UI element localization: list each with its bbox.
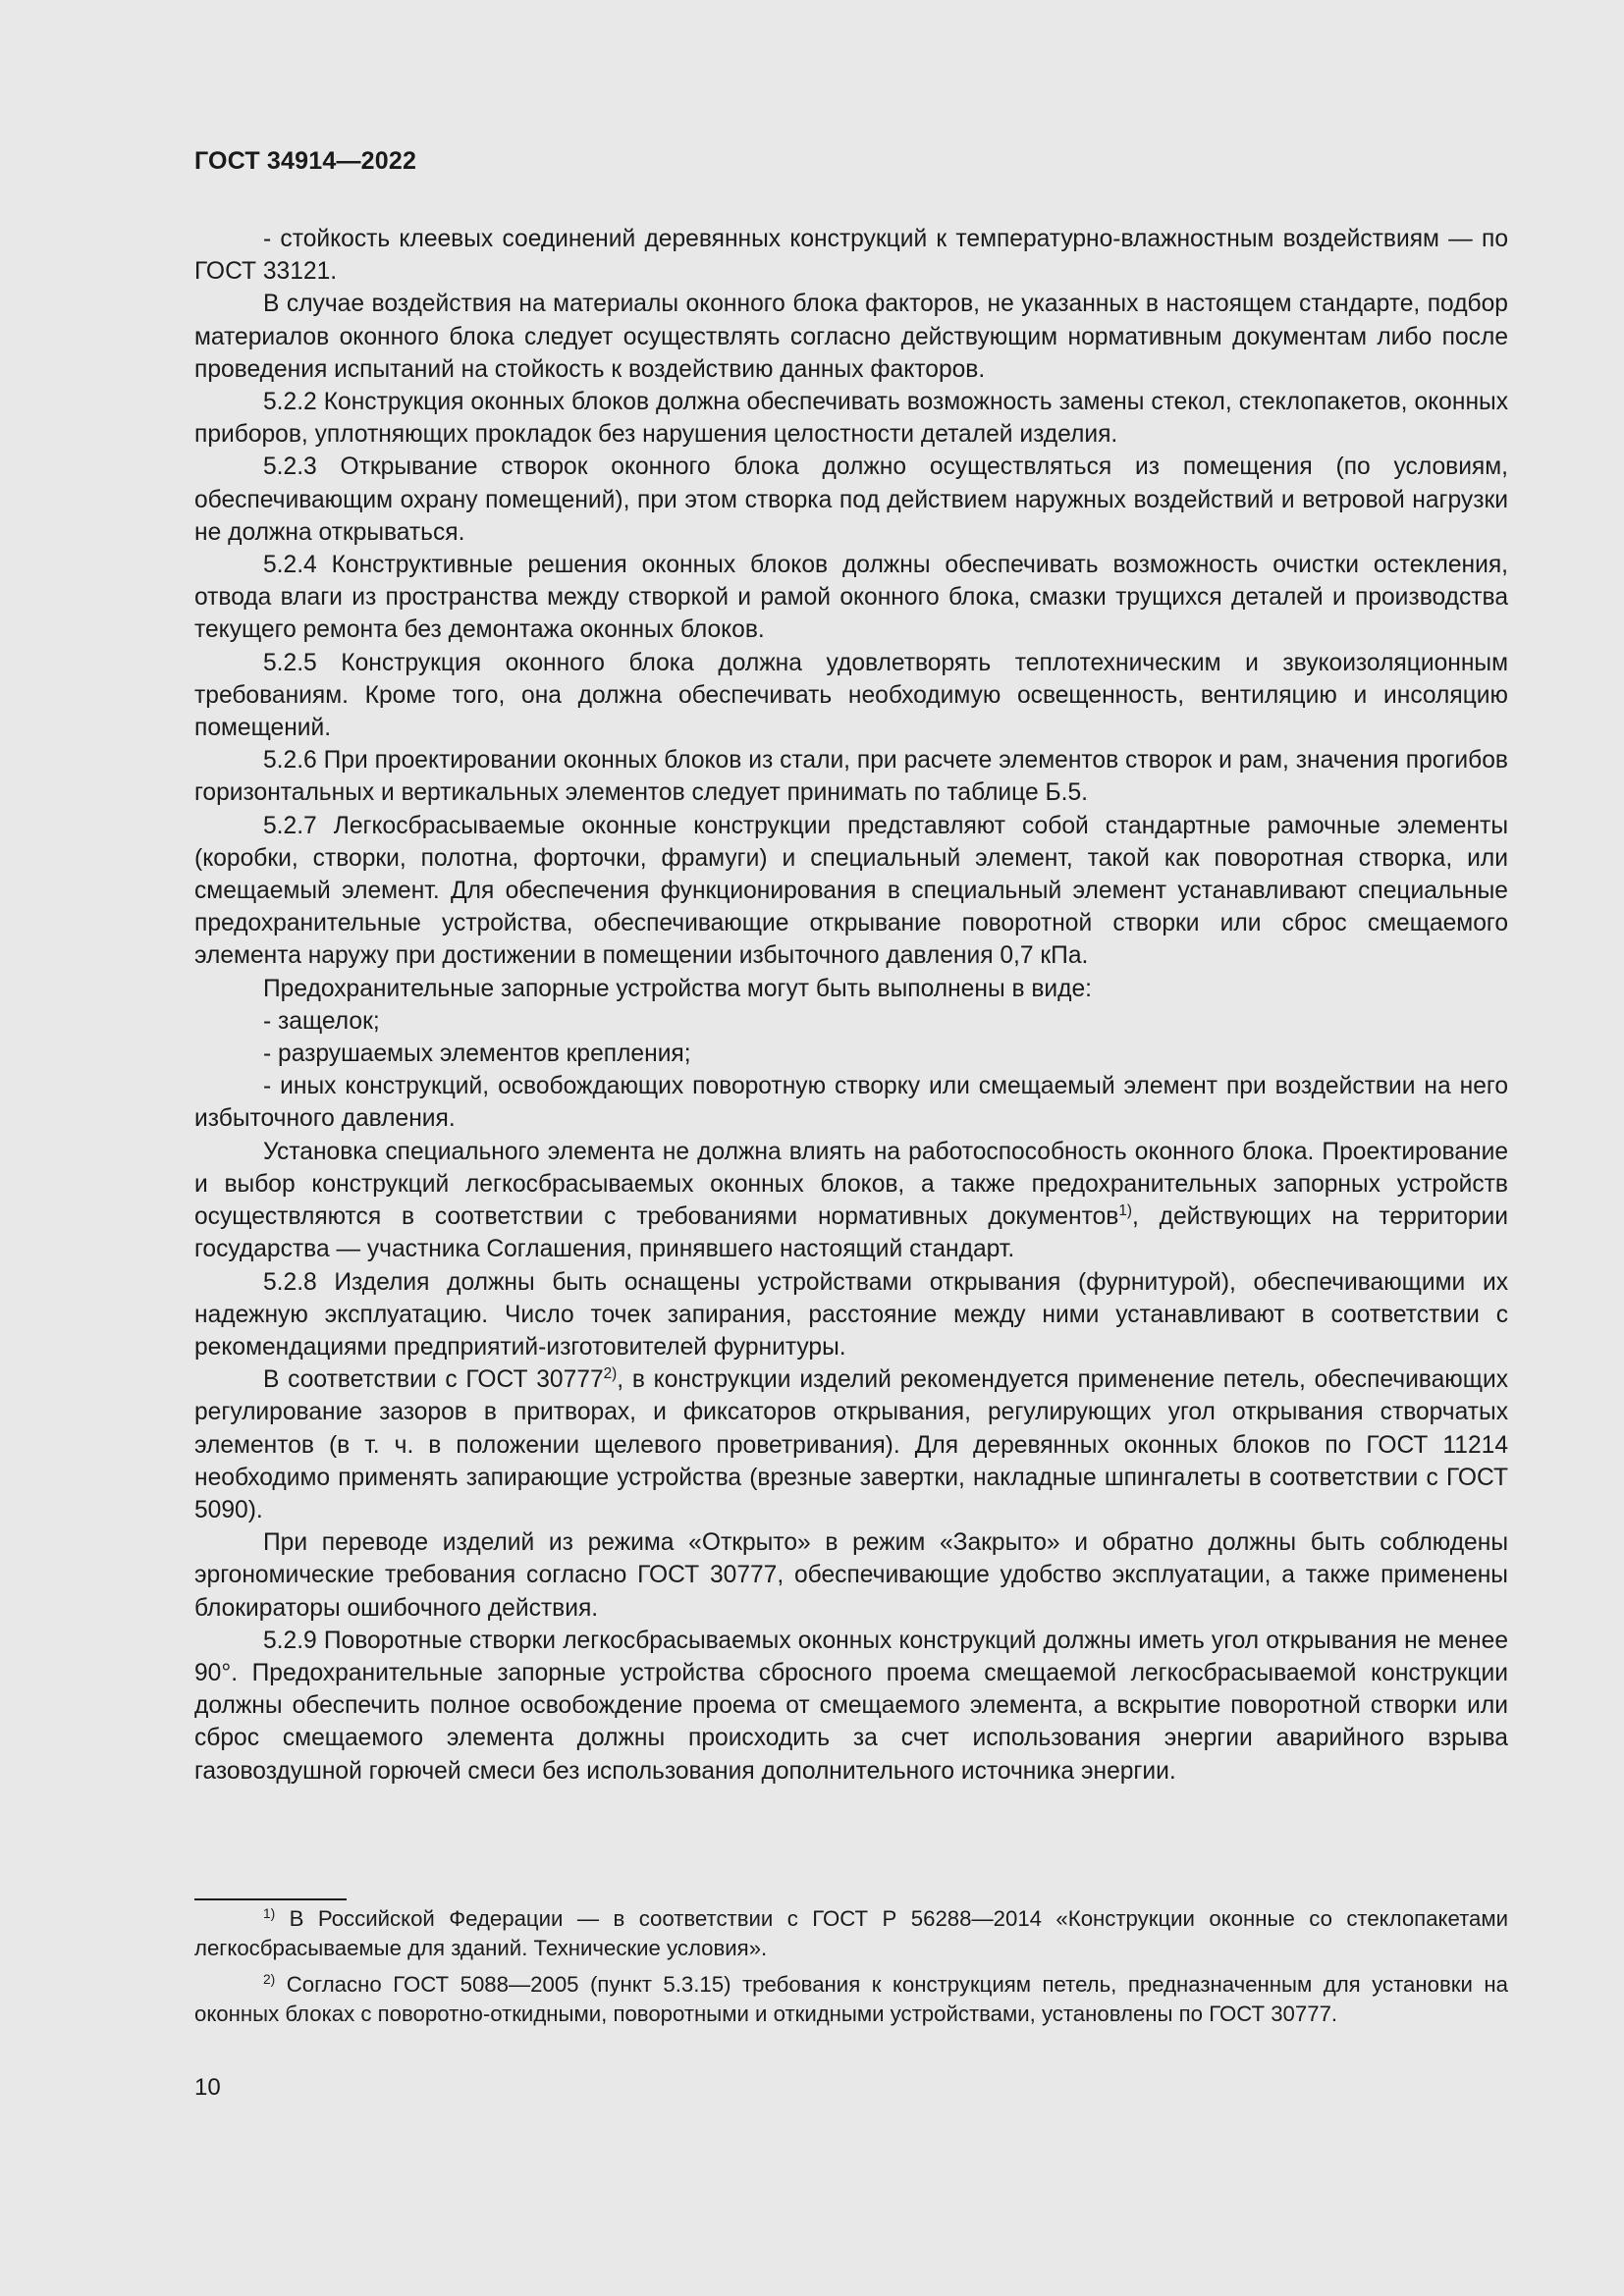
paragraph: 5.2.2 Конструкция оконных блоков должна обеспечивать возможность замены стекол, стеклопакетов, оконных приборов, уплотняющих прокладок без нарушения целостности деталей изделия. (194, 389, 1508, 449)
paragraph: 5.2.4 Конструктивные решения оконных блоков должны обеспечивать возможность очистки остекления, отвода влаги из пространства между створкой и рамой оконного блока, смазки трущихся деталей и производства текущего ремонта без демонтажа оконных блоков. (194, 552, 1508, 644)
footnote-text: Согласно ГОСТ 5088—2005 (пункт 5.3.15) требования к конструкциям петель, предназначенным для установки на оконных блоках с поворотно-откидными, поворотными и откидными устройствами, установлены по ГОСТ 30777. (194, 1972, 1508, 2026)
paragraph: 5.2.3 Открывание створок оконного блока должно осуществляться из помещения (по условиям, обеспечивающим охрану помещений), при этом створка под действием наружных воздействий и ветровой нагрузки не должна открываться. (194, 454, 1508, 546)
paragraph-text: В соответствии с ГОСТ 30777 (263, 1366, 604, 1394)
list-item: - разрушаемых элементов крепления; (263, 1041, 691, 1068)
paragraph-text: , в конструкции изделий рекомендуется применение петель, обеспечивающих регулирование зазоров в притворах, и фиксаторов открывания, регулирующих угол открывания створчатых элементов (в т. ч. в положении щелевого проветривания). Для деревянных оконных блоков по ГОСТ 11214 необходимо применять запирающие устройства (врезные завертки, накладные шпингалеты в соответствии с ГОСТ 5090). (194, 1366, 1508, 1523)
page-number: 10 (194, 2074, 221, 2101)
footnote (194, 1904, 1508, 1962)
footnote-mark: 1) (263, 1905, 276, 1921)
paragraph: 5.2.8 Изделия должны быть оснащены устройствами открывания (фурнитурой), обеспечивающими их надежную эксплуатацию. Число точек запирания, расстояние между ними устанавливают в соответствии с рекомендациями предприятий-изготовителей фурнитуры. (194, 1268, 1508, 1361)
footnote-mark: 2) (263, 1971, 276, 1987)
paragraph: - стойкость клеевых соединений деревянных конструкций к температурно-влажностным воздействиям — по ГОСТ 33121. (194, 226, 1508, 286)
document-header: ГОСТ 34914—2022 (194, 147, 417, 175)
paragraph: 5.2.9 Поворотные створки легкосбрасываемых оконных конструкций должны иметь угол открывания не менее 90°. Предохранительные запорные устройства сбросного проема смещаемой легкосбрасываемой конструкции должны обеспечить полное освобождение проема от смещаемого элемента, а вскрытие поворотной створки или сброс смещаемого элемента должны происходить за счет использования энергии аварийного взрыва газовоздушной горючей смеси без использования дополнительного источника энергии. (194, 1627, 1508, 1785)
paragraph (194, 1363, 1508, 1526)
footnote-ref: 2) (603, 1364, 618, 1382)
list-item: - защелок; (263, 1007, 380, 1035)
footnote-text: В Российской Федерации — в соответствии с ГОСТ Р 56288—2014 «Конструкции оконные со стеклопакетами легкосбрасываемые для зданий. Технические условия». (194, 1906, 1508, 1960)
paragraph-text: Установка специального элемента не должна влиять на работоспособность оконного блока. Проектирование и выбор конструкций легкосбрасываемых оконных блоков, а также предохранительных запорных устройств осуществляются в соответствии с требованиями нормативных документов (194, 1138, 1508, 1231)
paragraph: 5.2.6 При проектировании оконных блоков из стали, при расчете элементов створок и рам, значения прогибов горизонтальных и вертикальных элементов следует принимать по таблице Б.5. (194, 747, 1508, 807)
paragraph: В случае воздействия на материалы оконного блока факторов, не указанных в настоящем стандарте, подбор материалов оконного блока следует осуществлять согласно действующим нормативным документам либо после проведения испытаний на стойкость к воздействию данных факторов. (194, 291, 1508, 383)
paragraph-text: , действующих на территории государства — участника Соглашения, принявшего настоящий стандарт. (194, 1203, 1508, 1263)
list-item: - иных конструкций, освобождающих поворотную створку или смещаемый элемент при воздействии на него избыточного давления. (194, 1073, 1508, 1133)
paragraph: При переводе изделий из режима «Открыто» в режим «Закрыто» и обратно должны быть соблюдены эргономические требования согласно ГОСТ 30777, обеспечивающие удобство эксплуатации, а также применены блокираторы ошибочного действия. (194, 1529, 1508, 1622)
footnotes (194, 1904, 1508, 2036)
paragraph: Предохранительные запорные устройства могут быть выполнены в виде: (263, 975, 1093, 1002)
paragraph (194, 1136, 1508, 1266)
paragraph: 5.2.5 Конструкция оконного блока должна удовлетворять теплотехническим и звукоизоляционным требованиям. Кроме того, она должна обеспечивать необходимую освещенность, вентиляцию и инсоляцию помещений. (194, 649, 1508, 742)
body-text (194, 223, 1508, 1788)
paragraph: 5.2.7 Легкосбрасываемые оконные конструкции представляют собой стандартные рамочные элементы (коробки, створки, полотна, форточки, фрамуги) и специальный элемент, такой как поворотная створка, или смещаемый элемент. Для обеспечения функционирования в специальный элемент устанавливают специальные предохранительные устройства, обеспечивающие открывание поворотной створки или сброс смещаемого элемента наружу при достижении в помещении избыточного давления 0,7 кПа. (194, 812, 1508, 970)
footnote (194, 1970, 1508, 2028)
footnote-ref: 1) (1118, 1201, 1132, 1219)
footnote-divider (194, 1898, 347, 1900)
